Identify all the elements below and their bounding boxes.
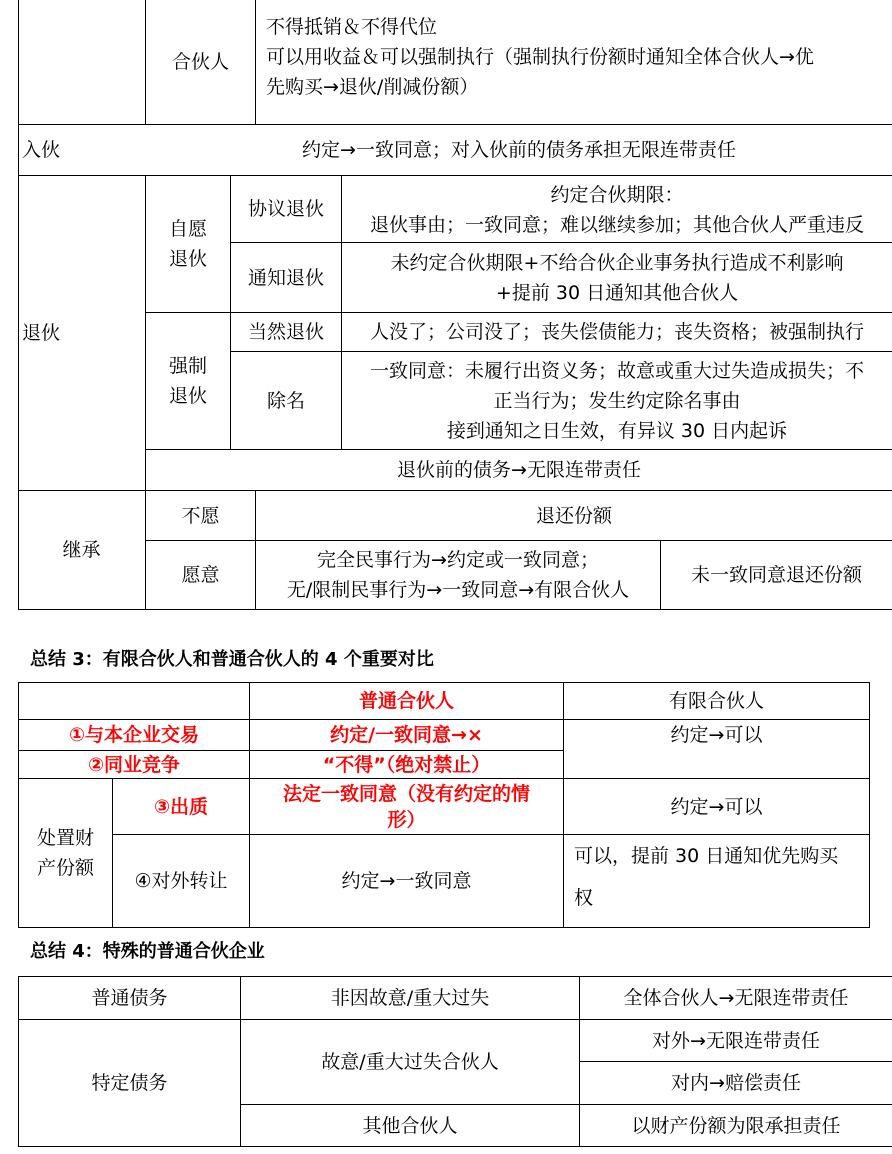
partner-rules [262, 12, 892, 112]
agreed-withdraw-text [342, 178, 892, 242]
voluntary-label-line: 退伙 [168, 248, 207, 270]
normal-debt-label: 普通债务 [91, 987, 168, 1009]
partner-label: 合伙人 [171, 51, 229, 73]
header-general-partner: 普通合伙人 [358, 690, 454, 712]
expel-line: 正当行为；发生约定除名事由 [493, 389, 741, 412]
notice-withdraw-label: 通知退伙 [247, 266, 324, 289]
external-liability: 对外→无限连带责任 [652, 1029, 820, 1052]
notice-line: +提前 30 日通知其他合伙人 [495, 281, 739, 304]
row-transfer-label: ④对外转让 [134, 870, 228, 892]
row-competition-general: “不得”（绝对禁止） [322, 753, 491, 776]
voluntary-withdraw-label [146, 176, 230, 312]
willing-line: 完全民事行为→约定或一致同意； [317, 549, 599, 571]
pledge-general-line: 法定一致同意（没有约定的情 [282, 782, 530, 805]
intent-partner-label: 故意/重大过失合伙人 [321, 1051, 499, 1073]
agreed-line: 约定合伙期限： [550, 184, 684, 206]
natural-withdraw-text: 人没了；公司没了；丧失偿债能力；丧失资格；被强制执行 [369, 321, 864, 343]
willing-right-text: 未一致同意退还份额 [690, 564, 862, 586]
row-transfer-general: 约定→一致同意 [341, 870, 472, 892]
willing-text [256, 541, 660, 609]
specific-debt-label: 特定债务 [91, 1072, 168, 1094]
forced-label-line: 强制 [168, 355, 207, 377]
transfer-limited-line: 可以，提前 30 日通知优先购买 [574, 845, 839, 867]
agreed-withdraw-label: 协议退伙 [247, 198, 324, 220]
row-pledge-label: ③出质 [153, 795, 209, 818]
row-competition-label: ②同业竞争 [87, 753, 181, 776]
willing-line: 无/限制民事行为→一致同意→有限合伙人 [286, 579, 630, 601]
expel-line: 接到通知之日生效，有异议 30 日内起诉 [446, 419, 788, 442]
unwilling-text: 退还份额 [535, 504, 612, 527]
join-label: 入伙 [22, 139, 61, 161]
willing-label: 愿意 [181, 564, 220, 586]
expel-line: 一致同意：未履行出资义务；故意或重大过失造成损失；不 [369, 359, 864, 382]
partner-rule-line: 不得抵销＆不得代位 [266, 16, 438, 38]
natural-withdraw-label: 当然退伙 [247, 321, 324, 343]
partner-rule-line: 先购买→退伙/削减份额） [266, 76, 479, 98]
expel-text [342, 352, 892, 449]
join-text: 约定→一致同意；对入伙前的债务承担无限连带责任 [302, 139, 736, 161]
notice-line: 未约定合伙期限+不给合伙企业事务执行造成不利影响 [390, 251, 844, 274]
property-share-label [19, 779, 112, 927]
pledge-general-line: 形） [387, 808, 426, 831]
agreed-line: 退伙事由；一致同意；难以继续参加；其他合伙人严重违反 [369, 214, 864, 236]
row-transfer-limited [570, 835, 869, 927]
row-pledge-general [250, 779, 563, 834]
property-label-line: 产份额 [36, 857, 94, 879]
withdraw-debt-text: 退伙前的债务→无限连带责任 [397, 459, 641, 481]
non-intent-text: 非因故意/重大过失 [330, 987, 490, 1009]
inherit-label: 继承 [62, 539, 101, 561]
row-self-dealing-competition-limited: 约定→可以 [670, 724, 763, 746]
forced-label-line: 退伙 [168, 385, 207, 407]
expel-label: 除名 [266, 389, 305, 412]
transfer-limited-line: 权 [574, 887, 594, 909]
summary4-title: 总结 4：特殊的普通合伙企业 [30, 941, 265, 962]
summary3-title: 总结 3：有限合伙人和普通合伙人的 4 个重要对比 [30, 649, 434, 670]
row-self-dealing-general: 约定/一致同意→× [330, 724, 483, 746]
voluntary-label-line: 自愿 [168, 218, 207, 240]
unwilling-label: 不愿 [181, 504, 220, 527]
row-self-dealing-label: ①与本企业交易 [68, 724, 200, 746]
withdraw-label: 退伙 [22, 322, 61, 344]
limited-by-share-liability: 以财产份额为限承担责任 [631, 1114, 841, 1137]
forced-withdraw-label [146, 313, 230, 449]
internal-liability: 对内→赔偿责任 [671, 1072, 801, 1094]
all-partners-liability: 全体合伙人→无限连带责任 [623, 987, 849, 1009]
row-pledge-limited: 约定→可以 [670, 795, 763, 818]
property-label-line: 处置财 [36, 827, 94, 849]
other-partner-label: 其他合伙人 [362, 1114, 458, 1137]
partner-rule-line: 可以用收益＆可以强制执行（强制执行份额时通知全体合伙人→优 [266, 46, 814, 68]
notice-withdraw-text [342, 243, 892, 312]
header-limited-partner: 有限合伙人 [668, 690, 764, 712]
